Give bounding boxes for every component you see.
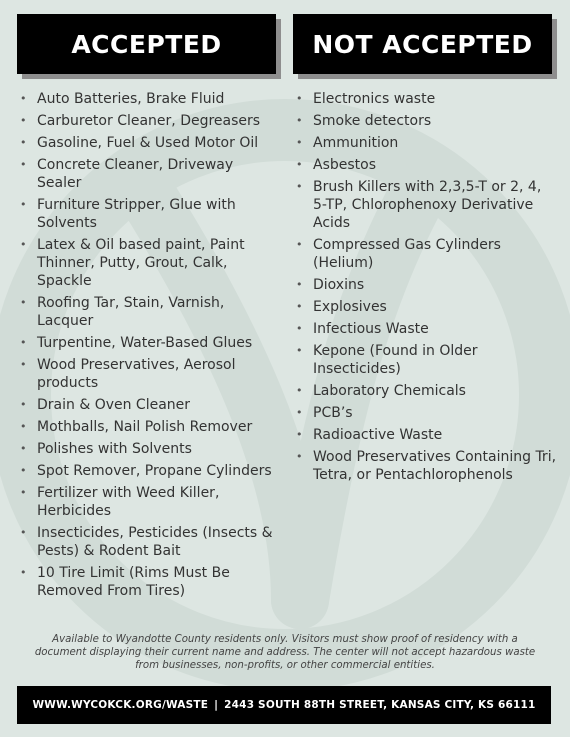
list-item: • PCB’s (294, 404, 558, 422)
footer-separator: | (214, 699, 219, 711)
list-item: • Drain & Oven Cleaner (18, 396, 280, 414)
list-item: • Latex & Oil based paint, Paint Thinner, Putty, Grout, Calk, Spackle (18, 236, 280, 290)
website-link[interactable]: WWW.WYCOKCK.ORG/WASTE (32, 699, 209, 711)
list-item: • Smoke detectors (294, 112, 558, 130)
list-item: • 10 Tire Limit (Rims Must Be Removed From Tires) (18, 564, 280, 600)
not-accepted-header: NOT ACCEPTED (293, 14, 552, 74)
list-item: • Carburetor Cleaner, Degreasers (18, 112, 280, 130)
list-item: • Wood Preservatives Containing Tri, Tetra, or Pentachlorophenols (294, 448, 558, 484)
accepted-list (18, 90, 280, 604)
list-item: • Laboratory Chemicals (294, 382, 558, 400)
list-item: • Mothballs, Nail Polish Remover (18, 418, 280, 436)
list-item: • Gasoline, Fuel & Used Motor Oil (18, 134, 280, 152)
list-item: • Brush Killers with 2,3,5-T or 2, 4, 5-TP, Chlorophenoxy Derivative Acids (294, 178, 558, 232)
list-item: • Fertilizer with Weed Killer, Herbicides (18, 484, 280, 520)
list-item: • Radioactive Waste (294, 426, 558, 444)
list-item: • Dioxins (294, 276, 558, 294)
list-item: • Electronics waste (294, 90, 558, 108)
list-item: • Auto Batteries, Brake Fluid (18, 90, 280, 108)
list-item: • Infectious Waste (294, 320, 558, 338)
residency-note: Available to Wyandotte County residents only. Visitors must show proof of residency with a document displaying their current name and address. The center will not accept hazardous waste from businesses, non-profits, or other commercial entities. (34, 634, 536, 671)
list-item: • Asbestos (294, 156, 558, 174)
address: 2443 SOUTH 88TH STREET, KANSAS CITY, KS 66111 (224, 699, 536, 711)
not-accepted-list (294, 90, 558, 488)
list-item: • Insecticides, Pesticides (Insects & Pests) & Rodent Bait (18, 524, 280, 560)
list-item: • Concrete Cleaner, Driveway Sealer (18, 156, 280, 192)
footer-bar (17, 686, 551, 724)
list-item: • Turpentine, Water-Based Glues (18, 334, 280, 352)
list-item: • Roofing Tar, Stain, Varnish, Lacquer (18, 294, 280, 330)
list-item: • Compressed Gas Cylinders (Helium) (294, 236, 558, 272)
list-item: • Explosives (294, 298, 558, 316)
list-item: • Furniture Stripper, Glue with Solvents (18, 196, 280, 232)
list-item: • Ammunition (294, 134, 558, 152)
list-item: • Polishes with Solvents (18, 440, 280, 458)
list-item: • Wood Preservatives, Aerosol products (18, 356, 280, 392)
accepted-header: ACCEPTED (17, 14, 276, 74)
list-item: • Kepone (Found in Older Insecticides) (294, 342, 558, 378)
list-item: • Spot Remover, Propane Cylinders (18, 462, 280, 480)
